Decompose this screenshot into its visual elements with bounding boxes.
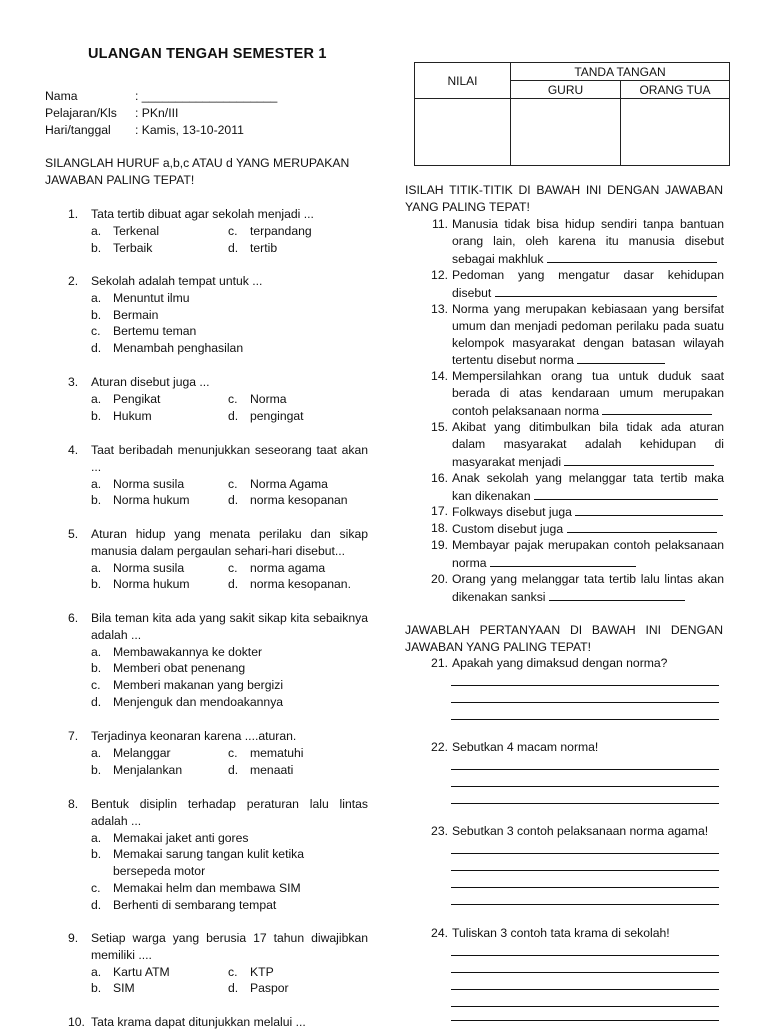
option-letter: c.	[91, 678, 101, 693]
option-letter: c.	[228, 391, 238, 406]
answer-line[interactable]	[451, 955, 719, 956]
option-d: Berhenti di sembarang tempat	[113, 897, 277, 912]
essay-item-23	[424, 823, 724, 840]
score-table	[414, 62, 730, 166]
option-d: Menambah penghasilan	[113, 341, 244, 356]
question-7	[68, 728, 368, 778]
option-letter: a.	[91, 476, 102, 491]
item-text: Norma yang merupakan kebiasaan yang bersifat umum dan menjadi pedoman perilaku pada suatu kelompok masyarakat dengan batasan wilayah tertentu disebut norma	[452, 302, 724, 368]
fill-item-14	[424, 368, 724, 419]
item-number: 16.	[431, 471, 448, 485]
answer-blank[interactable]	[577, 351, 665, 364]
question-text: Aturan hidup yang menata perilaku dan sikap manusia dalam pergaulan sehari-hari disebut...	[91, 527, 368, 558]
option-letter: d.	[91, 897, 102, 912]
option-letter: b.	[91, 577, 102, 592]
option-b: Menjalankan	[113, 762, 183, 777]
option-letter: c.	[228, 964, 238, 979]
option-a: Pengikat	[113, 391, 161, 406]
option-letter: a.	[91, 290, 102, 305]
question-text: Tata krama dapat ditunjukkan melalui ...	[91, 1015, 306, 1029]
item-number: 15.	[431, 420, 448, 434]
answer-blank[interactable]	[564, 453, 714, 466]
item-text: Membayar pajak merupakan contoh pelaksanaan norma	[452, 538, 724, 570]
option-a: Melanggar	[113, 745, 171, 760]
option-letter: b.	[91, 981, 102, 996]
option-b: Norma hukum	[113, 493, 190, 508]
question-number: 6.	[68, 611, 79, 625]
fill-item-15	[424, 419, 724, 470]
item-number: 14.	[431, 369, 448, 383]
answer-line[interactable]	[451, 702, 719, 703]
section-a-instruction: SILANGLAH HURUF a,b,c ATAU d YANG MERUPAKAN JAWABAN PALING TEPAT!	[45, 156, 350, 187]
question-number: 1.	[68, 207, 79, 221]
item-number: 18.	[431, 521, 448, 535]
identity-value: : ____________________	[135, 89, 278, 103]
option-a: Terkenal	[113, 223, 160, 238]
fill-item-20	[424, 571, 724, 606]
question-1	[68, 206, 368, 256]
answer-line[interactable]	[451, 1006, 719, 1007]
answer-line[interactable]	[451, 803, 719, 804]
option-d: pengingat	[250, 408, 304, 423]
option-letter: d.	[228, 408, 239, 423]
option-c: Memberi makanan yang bergizi	[113, 678, 284, 693]
question-number: 7.	[68, 729, 79, 743]
answer-line[interactable]	[451, 769, 719, 770]
question-4	[68, 442, 368, 509]
answer-line[interactable]	[451, 719, 719, 720]
orang-tua-header: ORANG TUA	[621, 81, 730, 99]
identity-subject-row	[45, 105, 277, 122]
option-letter: b.	[91, 847, 102, 862]
option-letter: d.	[228, 240, 239, 255]
question-text: Bentuk disiplin terhadap peraturan lalu lintas adalah ...	[91, 797, 368, 828]
option-a: Norma susila	[113, 476, 185, 491]
question-text: Terjadinya keonaran karena ....aturan.	[91, 729, 297, 743]
item-text: Manusia tidak bisa hidup sendiri tanpa bantuan orang lain, oleh karena itu manusia disebut sebagai makhluk	[452, 217, 724, 266]
item-text: Tuliskan 3 contoh tata krama di sekolah!	[452, 926, 670, 940]
question-text: Tata tertib dibuat agar sekolah menjadi ...	[91, 207, 314, 221]
answer-line[interactable]	[451, 1020, 719, 1021]
option-letter: b.	[91, 408, 102, 423]
identity-label: Nama	[45, 89, 78, 103]
fill-item-18	[424, 520, 724, 538]
option-c: terpandang	[250, 223, 312, 238]
option-letter: c.	[91, 880, 101, 895]
guru-signature-box	[511, 99, 621, 166]
item-number: 21.	[431, 656, 448, 670]
question-number: 10.	[68, 1015, 85, 1029]
option-letter: d.	[228, 577, 239, 592]
option-letter: c.	[228, 745, 238, 760]
option-letter: d.	[228, 981, 239, 996]
item-number: 17.	[431, 504, 448, 518]
option-d: Menjenguk dan mendoakannya	[113, 694, 284, 709]
identity-label: Hari/tanggal	[45, 122, 111, 137]
option-letter: a.	[91, 830, 102, 845]
item-text: Anak sekolah yang melanggar tata tertib maka kan dikenakan	[452, 471, 724, 503]
fill-item-17	[424, 503, 724, 521]
option-letter: c.	[228, 560, 238, 575]
identity-name-row	[45, 88, 277, 105]
option-b: Norma hukum	[113, 577, 190, 592]
item-number: 22.	[431, 740, 448, 754]
identity-value: : Kamis, 13-10-2011	[135, 122, 244, 137]
answer-blank[interactable]	[575, 503, 723, 516]
question-number: 3.	[68, 375, 79, 389]
answer-blank[interactable]	[495, 284, 717, 297]
option-letter: a.	[91, 560, 102, 575]
item-text: Custom disebut juga	[452, 522, 564, 536]
option-c: mematuhi	[250, 745, 304, 760]
option-letter: d.	[91, 341, 102, 356]
option-letter: c.	[91, 324, 101, 339]
item-number: 23.	[431, 824, 448, 838]
option-b: Hukum	[113, 408, 152, 423]
identity-block	[45, 88, 277, 138]
item-text: Orang yang melanggar tata tertib lalu lintas akan dikenakan sanksi	[452, 572, 724, 604]
option-letter: b.	[91, 762, 102, 777]
fill-item-19	[424, 537, 724, 572]
identity-value: : PKn/III	[135, 105, 179, 120]
section-c-instruction: JAWABLAH PERTANYAAN DI BAWAH INI DENGAN JAWABAN YANG PALING TEPAT!	[405, 623, 723, 654]
option-letter: c.	[228, 476, 238, 491]
guru-header: GURU	[511, 81, 621, 99]
answer-line[interactable]	[451, 989, 719, 990]
option-d: menaati	[250, 762, 294, 777]
item-text: Pedoman yang mengatur dasar kehidupan disebut	[452, 268, 724, 300]
fill-item-12	[424, 267, 724, 302]
option-a: Kartu ATM	[113, 964, 170, 979]
option-letter: d.	[228, 493, 239, 508]
nilai-box	[415, 99, 511, 166]
item-text: Akibat yang ditimbulkan bila tidak ada aturan dalam masyarakat adalah kehidupan di masyarakat menjadi	[452, 420, 724, 469]
item-number: 13.	[431, 302, 448, 316]
essay-item-22	[424, 739, 724, 756]
option-d: Paspor	[250, 981, 289, 996]
question-number: 8.	[68, 797, 79, 811]
answer-blank[interactable]	[490, 554, 636, 567]
option-c: KTP	[250, 964, 274, 979]
option-d: tertib	[250, 240, 278, 255]
answer-blank[interactable]	[547, 250, 717, 263]
option-d: norma kesopanan	[250, 493, 348, 508]
essay-item-21	[424, 655, 724, 672]
item-number: 19.	[431, 538, 448, 552]
option-a: Norma susila	[113, 560, 185, 575]
option-c: Bertemu teman	[113, 324, 197, 339]
answer-blank[interactable]	[567, 520, 717, 533]
option-a: Membawakannya ke dokter	[113, 644, 263, 659]
question-text: Setiap warga yang berusia 17 tahun diwajibkan memiliki ....	[91, 931, 368, 962]
identity-date-row	[45, 122, 277, 139]
essay-item-24	[424, 925, 724, 942]
item-text: Folkways disebut juga	[452, 505, 572, 519]
option-b: Bermain	[113, 307, 159, 322]
option-d: norma kesopanan.	[250, 577, 351, 592]
question-number: 9.	[68, 931, 79, 945]
fill-item-11	[424, 216, 724, 267]
option-a: Menuntut ilmu	[113, 290, 190, 305]
option-c: Norma	[250, 391, 287, 406]
item-number: 24.	[431, 926, 448, 940]
question-2	[68, 273, 368, 357]
option-letter: a.	[91, 745, 102, 760]
answer-line[interactable]	[451, 853, 719, 854]
question-9	[68, 930, 368, 997]
question-number: 5.	[68, 527, 79, 541]
option-b-continuation: bersepeda motor	[113, 864, 206, 879]
option-c: Norma Agama	[250, 476, 328, 491]
question-text: Taat beribadah menunjukkan seseorang taat akan ...	[91, 443, 368, 474]
answer-blank[interactable]	[534, 487, 718, 500]
option-letter: d.	[91, 694, 102, 709]
answer-line[interactable]	[451, 786, 719, 787]
answer-line[interactable]	[451, 972, 719, 973]
option-letter: b.	[91, 240, 102, 255]
option-letter: d.	[228, 762, 239, 777]
question-text: Bila teman kita ada yang sakit sikap kita sebaiknya adalah ...	[91, 611, 368, 642]
nilai-header: NILAI	[415, 63, 511, 99]
question-text: Sekolah adalah tempat untuk ...	[91, 274, 263, 288]
item-text: Mempersilahkan orang tua untuk duduk saat berada di atas kendaraan umum merupakan contoh pelaksanaan norma	[452, 369, 724, 418]
answer-line[interactable]	[451, 685, 719, 686]
tanda-tangan-header: TANDA TANGAN	[511, 63, 730, 81]
option-letter: c.	[228, 223, 238, 238]
answer-line[interactable]	[451, 887, 719, 888]
answer-line[interactable]	[451, 904, 719, 905]
option-b: SIM	[113, 981, 135, 996]
option-letter: b.	[91, 661, 102, 676]
section-b-instruction: ISILAH TITIK-TITIK DI BAWAH INI DENGAN JAWABAN YANG PALING TEPAT!	[405, 183, 723, 214]
item-number: 11.	[431, 217, 448, 231]
item-text: Sebutkan 4 macam norma!	[452, 740, 599, 754]
option-b: Terbaik	[113, 240, 153, 255]
option-a: Memakai jaket anti gores	[113, 830, 249, 845]
question-8	[68, 796, 368, 914]
question-10	[68, 1014, 368, 1031]
identity-label: Pelajaran/Kls	[45, 105, 117, 120]
question-number: 2.	[68, 274, 79, 288]
option-b: Memberi obat penenang	[113, 661, 246, 676]
option-letter: a.	[91, 391, 102, 406]
question-5	[68, 526, 368, 593]
item-number: 20.	[431, 572, 448, 586]
option-b: Memakai sarung tangan kulit ketika	[113, 847, 305, 862]
option-letter: b.	[91, 493, 102, 508]
orang-tua-signature-box	[621, 99, 730, 166]
option-letter: a.	[91, 964, 102, 979]
question-text: Aturan disebut juga ...	[91, 375, 210, 389]
question-number: 4.	[68, 443, 79, 457]
answer-blank[interactable]	[602, 402, 712, 415]
item-text: Apakah yang dimaksud dengan norma?	[452, 656, 668, 670]
item-text: Sebutkan 3 contoh pelaksanaan norma agama!	[452, 824, 709, 838]
option-letter: b.	[91, 307, 102, 322]
page-title: ULANGAN TENGAH SEMESTER 1	[88, 46, 327, 62]
answer-blank[interactable]	[549, 588, 685, 601]
fill-item-13	[424, 301, 724, 369]
option-letter: a.	[91, 223, 102, 238]
question-3	[68, 374, 368, 424]
option-c: norma agama	[250, 560, 326, 575]
answer-line[interactable]	[451, 870, 719, 871]
option-letter: a.	[91, 644, 102, 659]
item-number: 12.	[431, 268, 448, 282]
option-c: Memakai helm dan membawa SIM	[113, 880, 301, 895]
question-6	[68, 610, 368, 711]
fill-item-16	[424, 470, 724, 505]
